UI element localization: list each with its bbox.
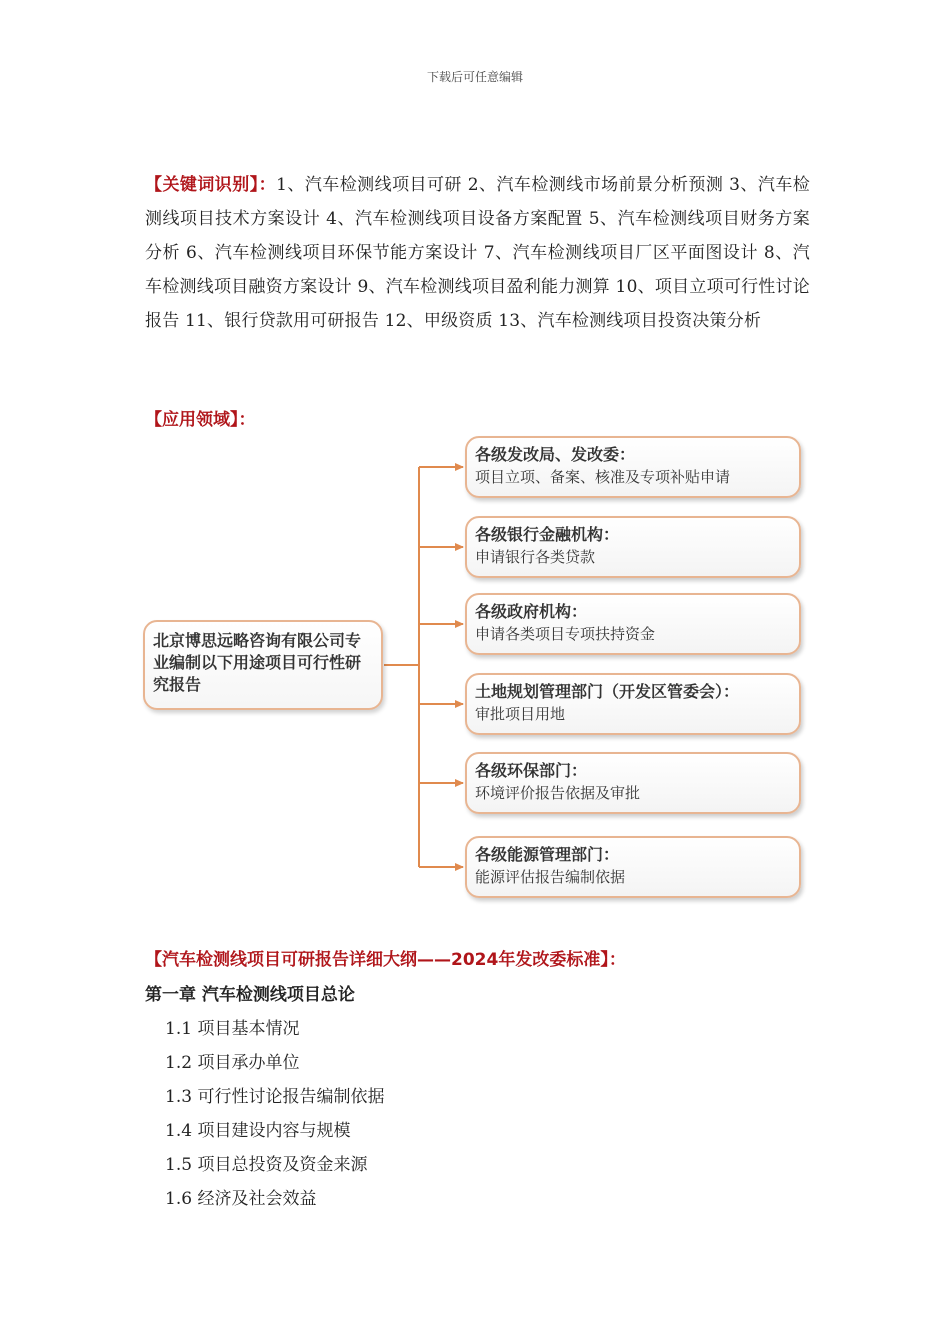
keywords-label: 【关键词识别】： bbox=[145, 175, 277, 195]
chapter-heading: 第一章 汽车检测线项目总论 bbox=[145, 985, 355, 1005]
toc-list bbox=[165, 1012, 384, 1216]
target-box-energy bbox=[465, 836, 801, 898]
keywords-text: 1、汽车检测线项目可研 2、汽车检测线市场前景分析预测 3、汽车检测线项目技术方案设计 4、汽车检测线项目设备方案配置 5、汽车检测线项目财务方案分析 6、汽车检测线项目环保节能方案设计 7、汽车检测线项目厂区平面图设计 8、汽车检测线项目融资方案设计 9、汽车检测线项目盈利能力测算 10、项目立项可行性讨论报告 11、银行贷款用可研报告 12、甲级资质 13、汽车检测线项目投资决策分析 bbox=[145, 175, 810, 331]
source-company-box: 北京博思远略咨询有限公司专业编制以下用途项目可行性研究报告 bbox=[143, 620, 383, 710]
target-title: 各级环保部门： bbox=[475, 761, 588, 780]
keywords-paragraph bbox=[145, 168, 810, 338]
target-title: 各级政府机构： bbox=[475, 602, 588, 621]
application-label: 【应用领域】： bbox=[145, 410, 256, 430]
target-box-land-planning bbox=[465, 673, 801, 735]
toc-item: 1.2 项目承办单位 bbox=[165, 1053, 300, 1073]
target-box-ndrc bbox=[465, 436, 801, 498]
target-desc: 能源评估报告编制依据 bbox=[475, 868, 626, 886]
outline-title: 【汽车检测线项目可研报告详细大纲——2024年发改委标准】： bbox=[145, 950, 626, 970]
target-desc: 申请银行各类贷款 bbox=[475, 548, 596, 566]
target-box-banks bbox=[465, 516, 801, 578]
target-title: 各级发改局、发改委： bbox=[475, 445, 636, 464]
target-title: 各级银行金融机构： bbox=[475, 525, 620, 544]
target-title: 土地规划管理部门（开发区管委会）： bbox=[475, 682, 740, 701]
target-title: 各级能源管理部门： bbox=[475, 845, 620, 864]
toc-item: 1.3 可行性讨论报告编制依据 bbox=[165, 1087, 385, 1107]
target-box-government bbox=[465, 593, 801, 655]
target-desc: 项目立项、备案、核准及专项补贴申请 bbox=[475, 468, 731, 486]
toc-item: 1.4 项目建设内容与规模 bbox=[165, 1121, 351, 1141]
toc-item: 1.1 项目基本情况 bbox=[165, 1019, 300, 1039]
target-desc: 环境评价报告依据及审批 bbox=[475, 784, 641, 802]
page-header-note: 下载后可任意编辑 bbox=[426, 70, 523, 84]
target-desc: 申请各类项目专项扶持资金 bbox=[475, 625, 656, 643]
toc-item: 1.6 经济及社会效益 bbox=[165, 1189, 317, 1209]
target-box-environment bbox=[465, 752, 801, 814]
target-desc: 审批项目用地 bbox=[475, 705, 566, 723]
toc-item: 1.5 项目总投资及资金来源 bbox=[165, 1155, 368, 1175]
